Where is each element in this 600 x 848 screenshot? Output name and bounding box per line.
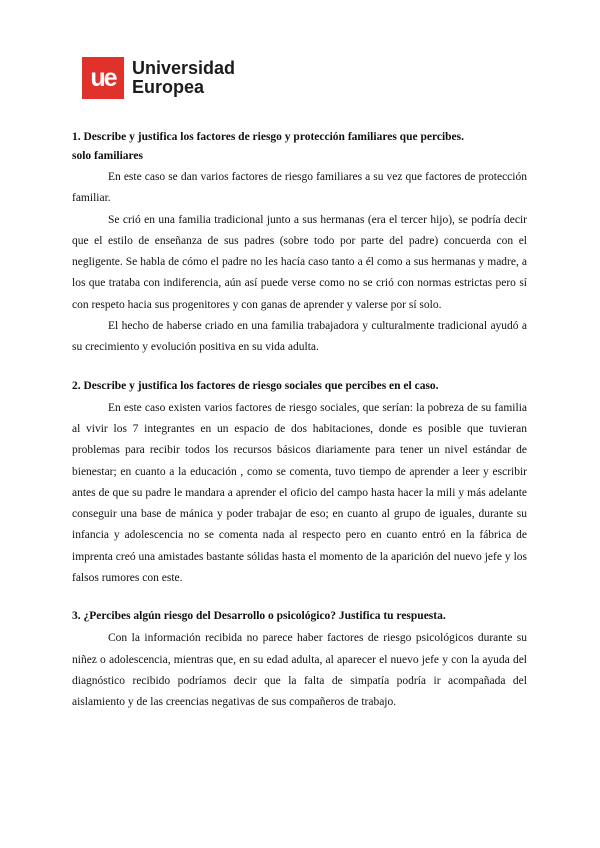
university-logo [82, 57, 235, 99]
ue-logo-icon: ue [82, 57, 124, 99]
section-heading: 3. ¿Percibes algún riesgo del Desarrollo o psicológico? Justifica tu respuesta. [72, 610, 446, 623]
section-subheading: solo familiares [72, 150, 144, 162]
section-3 [72, 607, 527, 713]
document-body [72, 128, 527, 714]
paragraph: En este caso existen varios factores de riesgo sociales, que serían: la pobreza de su familia al vivir los 7 integrantes en un espacio de dos habitaciones, donde es posible que tuvieran problemas para recibir todos los recursos básicos diariamente para tener un nivel estándar de bienestar; en cuanto a la educación , como se comenta, tuvo tiempo de aprender a leer y escribir antes de que su padre le mandara a aprender el oficio del campo hasta hacer la mili y más adelante conseguir una base de mánica y poder trabajar de eso; en cuanto al grupo de iguales, durante su infancia y adolescencia no se comenta nada al respecto pero en cuanto entró en la fábrica de imprenta creó una amistades bastante sólidas hasta el momento de la aparición del nuevo jefe y los falsos rumores con este. [72, 401, 527, 585]
university-name [132, 59, 235, 97]
paragraph: Se crió en una familia tradicional junto a sus hermanas (era el tercer hijo), se podría decir que el estilo de enseñanza de sus padres (sobre todo por parte del padre) concuerda con el negligente. Se habla de cómo el padre no les hacía caso tanto a él como a sus hermanas y madre, a los que trataba con indiferencia, aún así puede verse como no se crió con normas estrictas pero sí con respeto hacia sus progenitores y con ganas de aprender y valerse por sí solo. [72, 213, 527, 311]
paragraph: En este caso se dan varios factores de riesgo familiares a su vez que factores de protección familiar. [72, 171, 527, 205]
paragraph: Con la información recibida no parece haber factores de riesgo psicológicos durante su niñez o adolescencia, mientras que, en su edad adulta, al aparecer el nuevo jefe y con la ayuda del diagnóstico recibido podríamos decir que la falta de simpatía podría ir acompañada del aislamiento y de las creencias negativas de sus compañeros de trabajo. [72, 632, 527, 709]
section-2 [72, 377, 527, 590]
section-heading: 1. Describe y justifica los factores de riesgo y protección familiares que percibes. [72, 131, 464, 143]
university-name-line2: Europea [132, 77, 205, 97]
paragraph: El hecho de haberse criado en una familia trabajadora y culturalmente tradicional ayudó a su crecimiento y evolución positiva en su vida adulta. [72, 320, 527, 354]
section-heading: 2. Describe y justifica los factores de riesgo sociales que percibes en el caso. [72, 379, 439, 392]
university-name-line1: Universidad [132, 58, 236, 78]
section-1 [72, 128, 527, 359]
